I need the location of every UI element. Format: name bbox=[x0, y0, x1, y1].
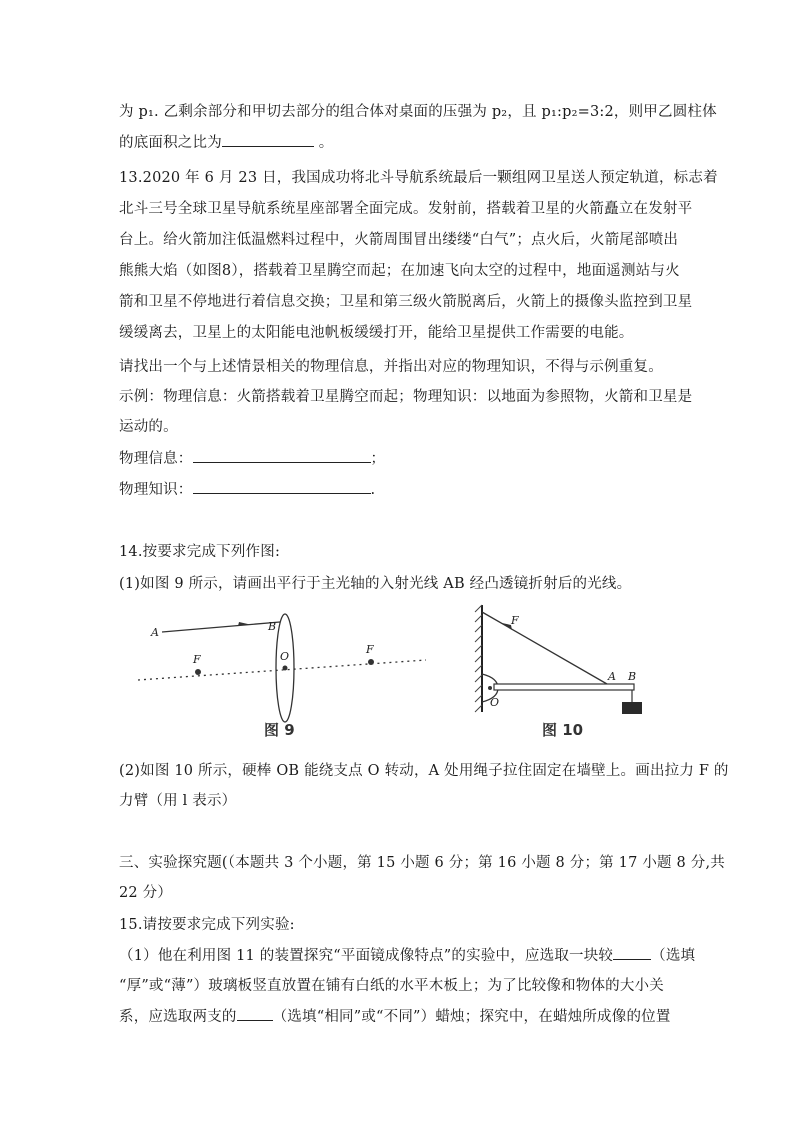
figure-10 bbox=[464, 600, 654, 745]
question-14-part2: 力臂（用 l 表示） bbox=[119, 793, 237, 809]
question-13-line: 箭和卫星不停地进行着信息交换；卫星和第三级火箭脱离后，火箭上的摄像头监控到卫星 bbox=[119, 294, 693, 310]
point-label-f: F bbox=[193, 653, 201, 666]
principal-axis bbox=[138, 660, 426, 680]
point-label-b: B bbox=[628, 670, 637, 683]
physics-info-label: 物理信息： bbox=[119, 451, 193, 467]
text-segment: 系，应选取两支的 bbox=[119, 1009, 237, 1025]
figure-10-caption: 图 10 bbox=[542, 721, 584, 739]
question-15-line bbox=[119, 944, 695, 965]
question-15-line bbox=[119, 1005, 671, 1026]
question-15-title: 15.请按要求完成下列实验: bbox=[119, 917, 295, 933]
answer-blank[interactable] bbox=[222, 132, 314, 147]
question-13-line: 北斗三号全球卫星导航系统星座部署全面完成。发射前，搭载着卫星的火箭矗立在发射平 bbox=[119, 201, 693, 217]
point-label-b: B bbox=[268, 620, 277, 633]
answer-blank[interactable] bbox=[613, 945, 651, 960]
rigid-rod bbox=[494, 684, 634, 690]
figure-9-caption: 图 9 bbox=[264, 721, 295, 739]
point-label-a: A bbox=[151, 626, 159, 639]
question-13-line: 台上。给火箭加注低温燃料过程中，火箭周围冒出缕缕“白气”；点火后，火箭尾部喷出 bbox=[119, 232, 679, 248]
text-segment: ； bbox=[370, 451, 386, 467]
optical-center bbox=[283, 666, 288, 671]
figure-9 bbox=[136, 600, 436, 745]
section-3-heading: 三、实验探究题(（本题共 3 个小题，第 15 小题 6 分；第 16 小题 8 分；第 17 小题 8 分,共 bbox=[119, 855, 725, 871]
point-label-f: F bbox=[366, 643, 374, 656]
question-13-line: 示例：物理信息：火箭搭载着卫星腾空而起；物理知识：以地面为参照物，火箭和卫星是 bbox=[119, 389, 693, 405]
physics-knowledge-row bbox=[119, 478, 375, 499]
weight-block bbox=[622, 702, 642, 714]
section-3-heading: 22 分） bbox=[119, 885, 173, 901]
question-14-title: 14.按要求完成下列作图: bbox=[119, 544, 281, 560]
focal-point bbox=[368, 659, 374, 665]
incident-ray bbox=[162, 622, 280, 632]
answer-blank[interactable] bbox=[237, 1006, 273, 1021]
point-label-a: A bbox=[608, 670, 616, 683]
question-14-part1: (1)如图 9 所示，请画出平行于主光轴的入射光线 AB 经凸透镜折射后的光线。 bbox=[119, 576, 632, 592]
question-13-line: 缓缓离去，卫星上的太阳能电池帆板缓缓打开，能给卫星提供工作需要的电能。 bbox=[119, 325, 634, 341]
text-segment: （1）他在利用图 11 的装置探究“平面镜成像特点”的实验中，应选取一块较 bbox=[119, 948, 614, 964]
pivot-point bbox=[488, 686, 492, 690]
physics-info-blank[interactable] bbox=[193, 448, 371, 463]
wall-hatching bbox=[475, 605, 482, 712]
question-13-line: 13.2020 年 6 月 23 日，我国成功将北斗导航系统最后一颗组网卫星送人预定轨道，标志着 bbox=[119, 170, 718, 186]
question-14-part2: (2)如图 10 所示，硬棒 OB 能绕支点 O 转动，A 处用绳子拉住固定在墙壁上。画出拉力 F 的 bbox=[119, 763, 729, 779]
text-segment: . bbox=[370, 482, 376, 498]
question-15-line: “厚”或“薄”）玻璃板竖直放置在铺有白纸的水平木板上；为了比较像和物体的大小关 bbox=[119, 978, 664, 994]
physics-info-row bbox=[119, 447, 385, 468]
rope bbox=[482, 612, 607, 684]
text-segment: 的底面积之比为 bbox=[119, 135, 222, 151]
force-label-f: F bbox=[511, 614, 519, 627]
physics-knowledge-label: 物理知识： bbox=[119, 482, 193, 498]
text-segment: （选填“相同”或“不同”）蜡烛；探究中，在蜡烛所成像的位置 bbox=[272, 1009, 671, 1025]
point-label-o: O bbox=[280, 650, 290, 663]
point-label-o: O bbox=[490, 696, 500, 709]
text-line bbox=[119, 131, 333, 152]
focal-point bbox=[195, 669, 201, 675]
text-line: 为 p₁. 乙剩余部分和甲切去部分的组合体对桌面的压强为 p₂，且 p₁:p₂=3:2，则甲乙圆柱体 bbox=[119, 104, 717, 120]
physics-knowledge-blank[interactable] bbox=[193, 479, 371, 494]
text-segment: （选填 bbox=[651, 948, 696, 964]
text-segment: 。 bbox=[318, 135, 334, 151]
question-13-line: 运动的。 bbox=[119, 419, 178, 435]
question-13-line: 请找出一个与上述情景相关的物理信息，并指出对应的物理知识，不得与示例重复。 bbox=[119, 359, 663, 375]
question-13-line: 熊熊大焰（如图8），搭载着卫星腾空而起；在加速飞向太空的过程中，地面遥测站与火 bbox=[119, 263, 680, 279]
